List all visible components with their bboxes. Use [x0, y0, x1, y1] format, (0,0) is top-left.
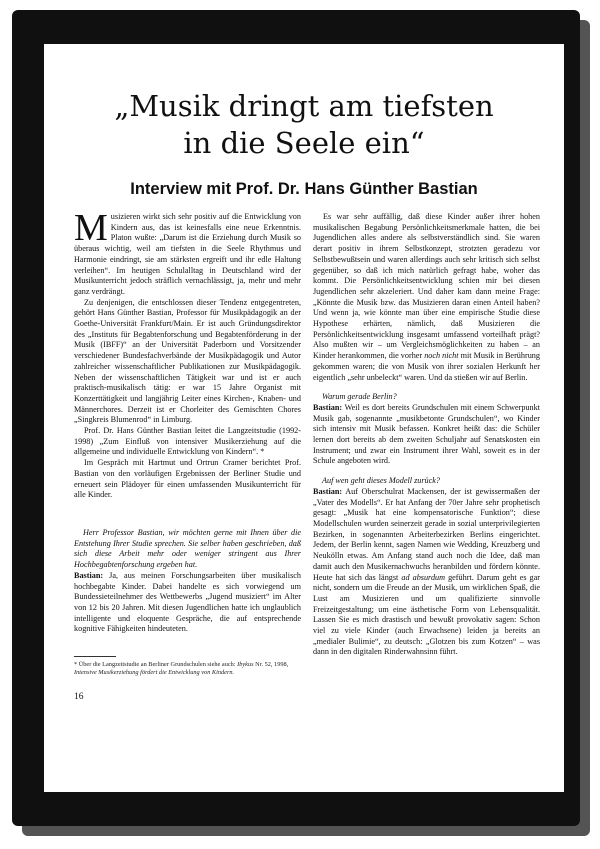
- answer-continuation: Es war sehr auffällig, daß diese Kinder außer ihrer hohen musikalischen Begabung Persönlichkeitsmerkmale hatten, die bei Jugendlichen alles andere als selbstverständlich sind. Sie waren derart positiv in ihrem Selbstkonzept, strotzten geradezu vor Selbstbewußtsein und waren allerdings auch sehr kritisch sich selbst gegenüber, so daß ich mich natürlich gefragt habe, woher das kommt. Die Persönlichkeitsentwicklung schien mir bei diesen Jugendlichen sehr akzeleriert. Und daher kam dann meine Frage: „Könnte die Musik bzw. das Musizieren daran einen Anteil haben? Und wenn ja, wie könnte man über eine empirische Studie diese Hypothese erhärten, nämlich, daß Musizieren die Persönlichkeitsentwicklung insgesamt umfassend vorteilhaft prägt? Also mußten wir – um Vergleichsmöglichkeiten zu haben – an Kinder herankommen, die vorher noch nicht mit Musik in Berührung gekommen waren; die von Musik von ihrer sozialen Herkunft her eigentlich „sehr unbeleckt“ waren. Und da stießen wir auf Berlin.: [313, 212, 540, 382]
- drop-cap: M: [74, 207, 108, 249]
- footnote-rule: [74, 656, 116, 657]
- speaker-label: Bastian:: [74, 570, 104, 580]
- title-line-2: in die Seele ein“: [183, 126, 425, 160]
- interview-intro-paragraph: Im Gespräch mit Hartmut und Ortrun Cramer berichtet Prof. Bastian von den vorläufigen Ergebnissen der Berliner Studie und erneuert sein Plädoyer für einen umfassenden Musikunterricht für alle Kinder.: [74, 458, 301, 500]
- interview-question: Herr Professor Bastian, wir möchten gerne mit Ihnen über die Entstehung Ihrer Studie sprechen. Sie selber haben geschrieben, daß sich diese Arbeit mehr oder weniger stringent aus Ihrer Hochbegabtenforschung ergeben hat.: [74, 527, 301, 570]
- study-paragraph: Prof. Dr. Hans Günther Bastian leitet die Langzeitstudie (1992-1998) „Zum Einfluß von intensiver Musikerziehung auf die allgemeine und individuelle Entwicklung von Kindern“. *: [74, 426, 301, 457]
- bio-paragraph: Zu denjenigen, die entschlossen dieser Tendenz entgegentreten, gehört Hans Günther Bastian, Professor für Musikpädagogik an der Goethe-Universität Frankfurt/Main. Er ist auch Gründungsdirektor des „Instituts für Begabtenforschung und Begabtenförderung in der Musik (IBFF)“ an der Universität Paderborn und Vorsitzender verschiedener Bundesfachverbände der Musikpädagogik und Autor zahlreicher wissenschaftlicher Publikationen zur Musikpädagogik. Neben der wissenschaftlichen Tätigkeit war und ist er auch praktisch-musikalisch tätig: er war 15 Jahre Organist mit Konzerttätigkeit und langjährig Leiter eines Kirchen-, Knaben- und Männerchores. Derzeit ist er Chorleiter des Gemischten Chores „Singkreis Blumenrod“ in Limburg.: [74, 297, 301, 425]
- interview-question: Warum gerade Berlin?: [322, 392, 397, 402]
- right-column: [313, 212, 540, 658]
- interview-answer: Bastian: Weil es dort bereits Grundschulen mit einem Schwerpunkt Musik gab, sogenannte „musikbetonte Grundschulen“, wo Kinder sich intensiv mit Musik befassen. Konkret heißt das: die Schüler lernen dort bereits ab dem zweiten Schuljahr auf Senatskosten ein Instrument; und zwar ein Instrument ihrer Wahl, soweit es in der Schule angeboten wird.: [313, 402, 540, 466]
- magazine-page: [44, 44, 564, 792]
- interview-answer: Bastian: Auf Oberschulrat Mackensen, der ist gewissermaßen der „Vater des Modells“. Er hat Anfang der 70er Jahre sehr prophetisch gesagt: „Musik hat eine kompensatorische Funktion“; diese Modellschulen wurden seinerzeit gerade in sozial unterprivilegierten Bezirken, in sogenannten Arbeiterbezirken Berlins eingerichtet. Jedem, der Berlin kennt, sagen Namen wie Wedding, Kreuzberg und Neukölln etwas. Am Anfang stand auch noch die Idee, daß man damit auch den Musikernachwuchs heranbilden und fördern könnte. Heute hat sich das längst ad absurdum geführt. Darum geht es gar nicht, sondern um die Freude an der Musik, um wirklichen Spaß, die Lust am Musizieren und um qualifizierte sinnvolle Freizeitgestaltung; um eine ästhetische Form von Lebensqualität. Lassen Sie es mich drastisch und bewußt provokativ sagen: Schon viel zu viele Kinder (auch Erwachsene) leiden ja bereits an „medialer Bulimie“, zu deutsch: „Glotzen bis zum Kotzen“ – was dann in den digitalen Rinderwahnsinn führt.: [313, 486, 540, 657]
- article-subtitle: Interview mit Prof. Dr. Hans Günther Bastian: [130, 180, 478, 198]
- interview-answer: Bastian: Ja, aus meinen Forschungsarbeiten über musikalisch hochbegabte Kinder. Dabei handelte es sich vorwiegend um Bundessieteilnehmer des Wettbewerbs „Jugend musiziert“ im Alter von 12 bis 20 Jahren. Mit diesen Jugendlichen hatte ich unglaublich intelligente und eloquente Gespräche, die auf entsprechende kognitive Fähigkeiten hindeuteten.: [74, 570, 301, 634]
- footnote: * Über die Langzeitstudie an Berliner Grundschulen siehe auch: Ibykus Nr. 52, 1998, Intensive Musikerziehung fördert die Entwicklung von Kindern.: [74, 661, 289, 677]
- speaker-label: Bastian:: [313, 402, 343, 412]
- article-title: [44, 88, 564, 162]
- left-column: [74, 207, 301, 635]
- intro-paragraph: Musizieren wirkt sich sehr positiv auf die Entwicklung von Kindern aus, das ist keinesfalls eine neue Erkenntnis. Platon wußte: „Darum ist die Erziehung durch Musik so überaus wichtig, weil am tiefsten in die Seele Rhythmus und Harmonie eindringt, sie am stärksten ergreift und ihr edle Haltung verleihen“. Im heutigen Schulalltag in Deutschland wird der Musikunterricht jedoch sträflich vernachlässigt, ja, mehr und mehr ganz verdrängt.: [74, 207, 301, 296]
- page-number: 16: [74, 692, 84, 702]
- title-line-1: „Musik dringt am tiefsten: [114, 89, 494, 123]
- interview-question: Auf wen geht dieses Modell zurück?: [322, 476, 441, 486]
- speaker-label: Bastian:: [313, 486, 343, 496]
